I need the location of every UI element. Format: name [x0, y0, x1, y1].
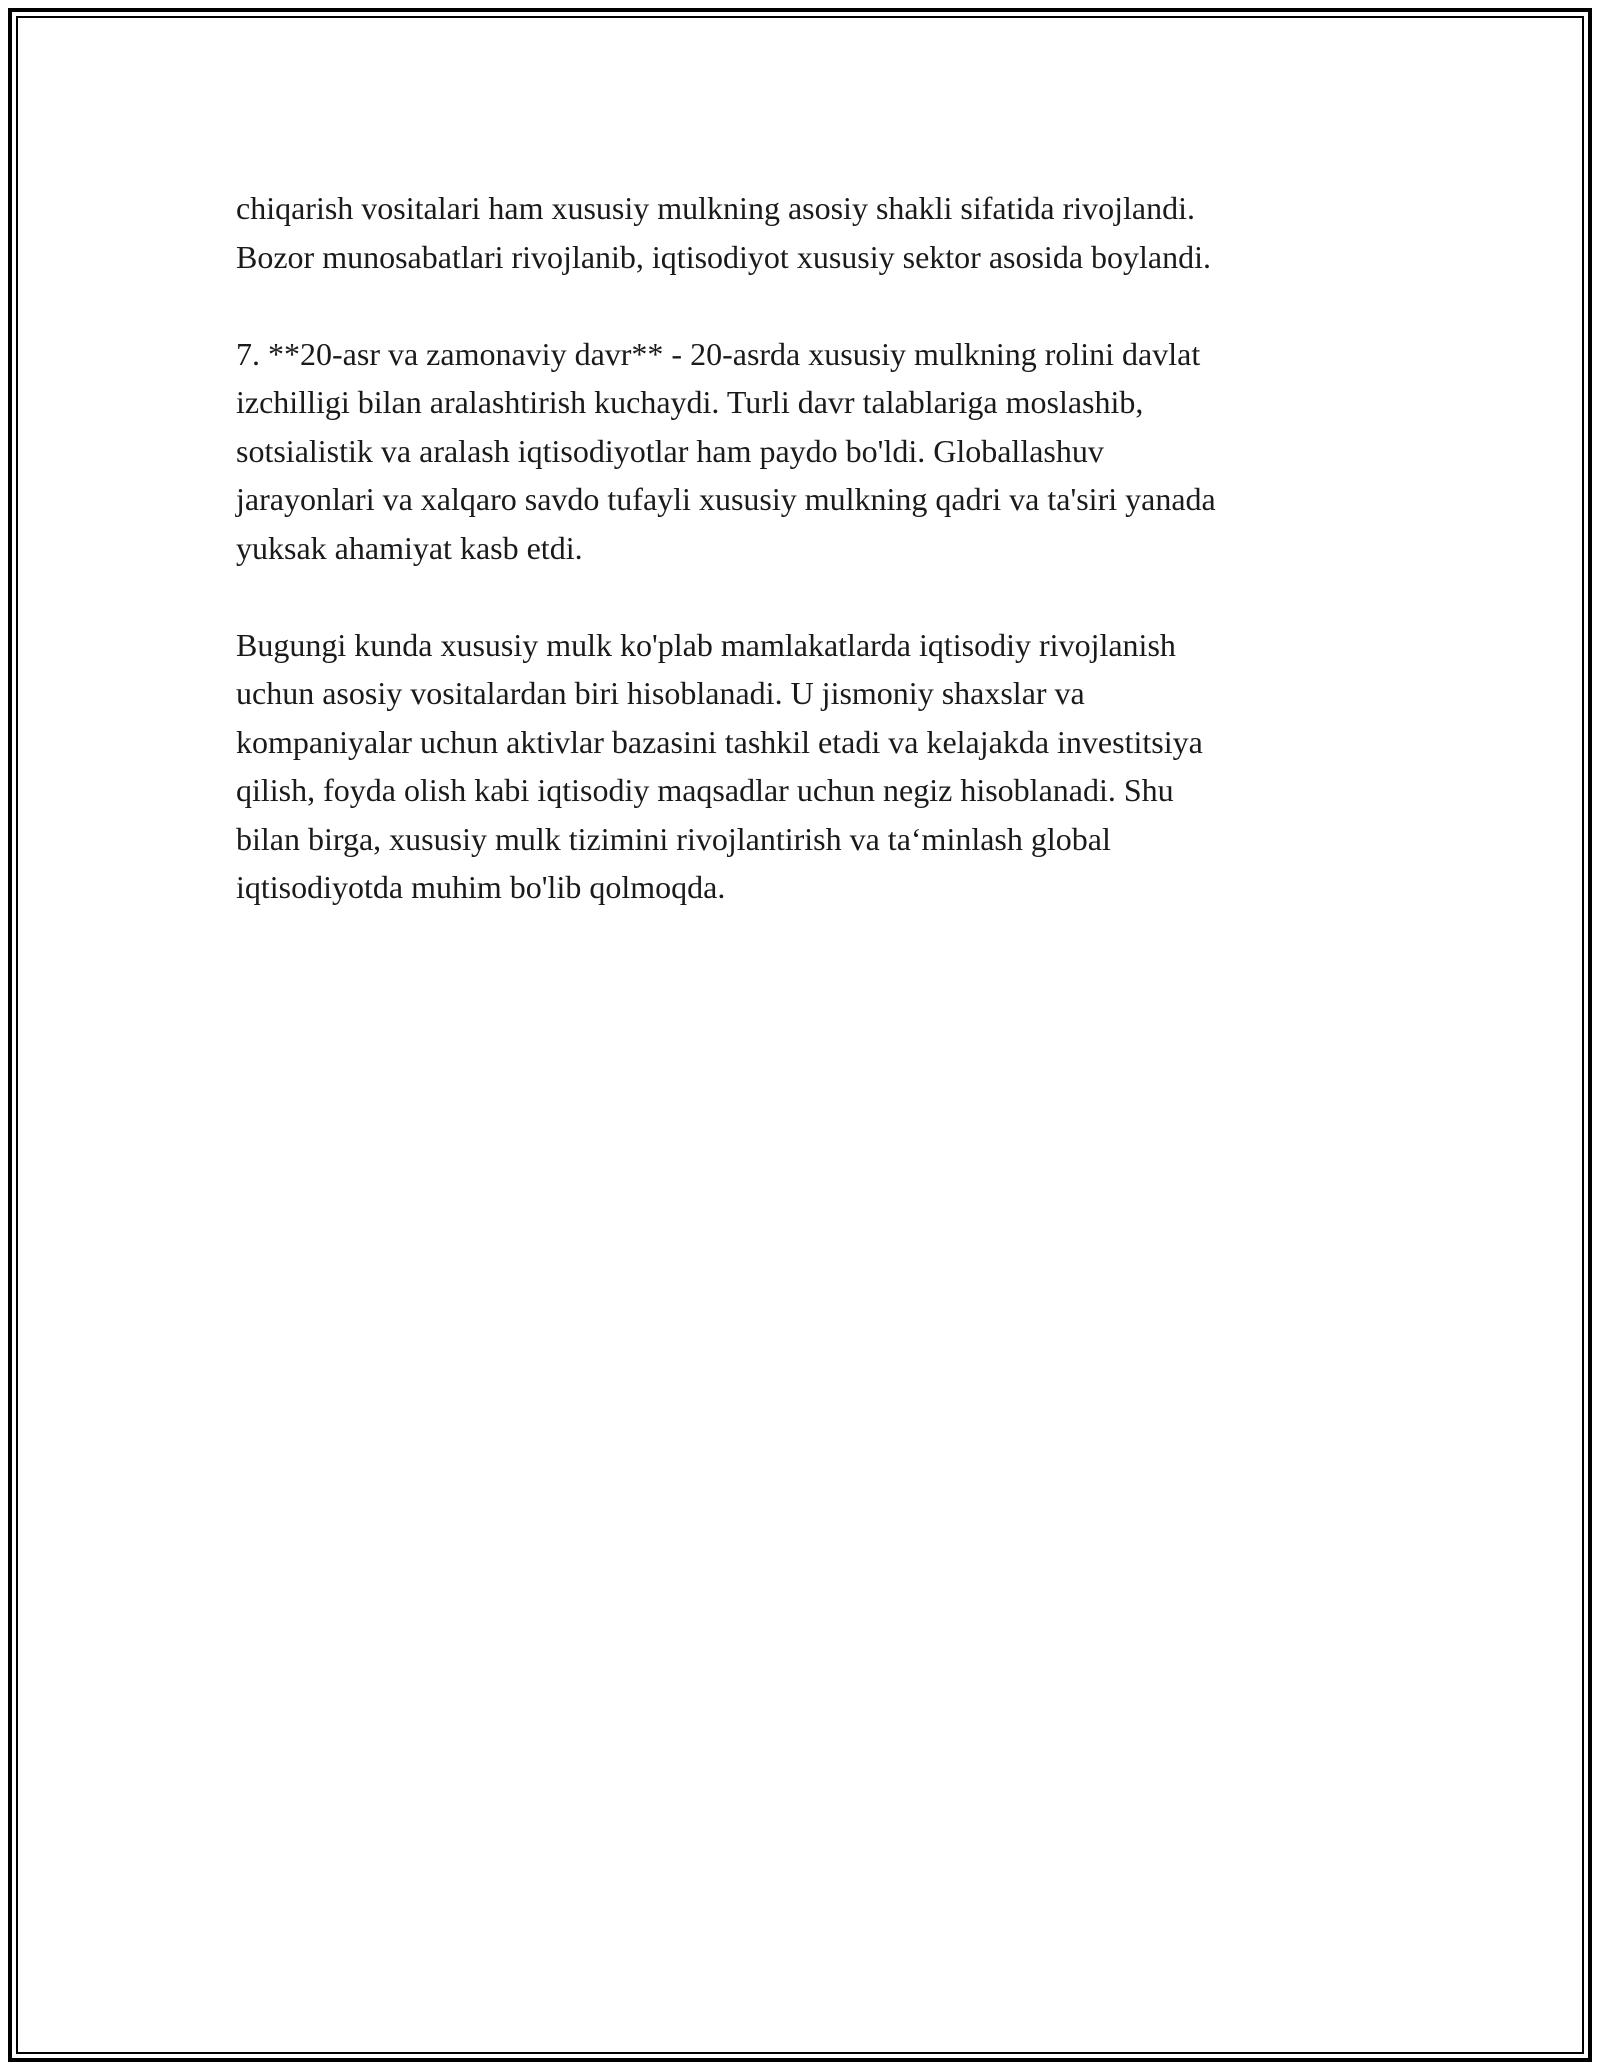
- paragraph-conclusion: [236, 621, 1396, 912]
- text-line: kompaniyalar uchun aktivlar bazasini tashkil etadi va kelajakda investitsiya: [236, 723, 1203, 760]
- text-line: Bugungi kunda xususiy mulk ko'plab mamlakatlarda iqtisodiy rivojlanish: [236, 626, 1176, 663]
- text-line: qilish, foyda olish kabi iqtisodiy maqsadlar uchun negiz hisoblanadi. Shu: [236, 772, 1174, 808]
- text-line: yuksak ahamiyat kasb etdi.: [236, 529, 583, 566]
- text-line: iqtisodiyotda muhim bo'lib qolmoqda.: [236, 869, 726, 905]
- document-body: [236, 184, 1396, 960]
- text-line: sotsialistik va aralash iqtisodiyotlar ham paydo bo'ldi. Globallashuv: [236, 432, 1104, 469]
- text-line: izchilligi bilan aralashtirish kuchaydi. Turli davr talablariga moslashib,: [236, 384, 1144, 420]
- text-line: bilan birga, xususiy mulk tizimini rivojlantirish va ta‘minlash global: [236, 820, 1111, 857]
- paragraph-item-7: [236, 330, 1396, 573]
- text-line: Bozor munosabatlari rivojlanib, iqtisodiyot xususiy sektor asosida boylandi.: [236, 238, 1211, 275]
- text-line: chiqarish vositalari ham xususiy mulkning asosiy shakli sifatida rivojlandi.: [236, 190, 1195, 226]
- text-line: 7. **20-asr va zamonaviy davr** - 20-asrda xususiy mulkning rolini davlat: [236, 335, 1201, 372]
- text-line: jarayonlari va xalqaro savdo tufayli xususiy mulkning qadri va ta'siri yanada: [236, 481, 1216, 517]
- paragraph-continuation: [236, 184, 1396, 281]
- text-line: uchun asosiy vositalardan biri hisoblanadi. U jismoniy shaxslar va: [236, 675, 1085, 711]
